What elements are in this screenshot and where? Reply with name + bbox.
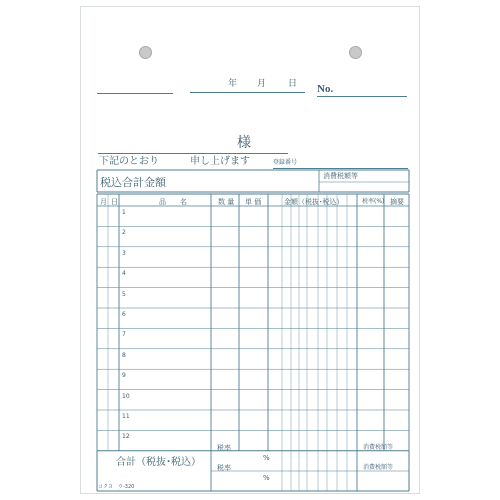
- footer-tax-label-1: 消費税額等: [363, 444, 394, 451]
- footer-total-label: 合計（税抜･税込）: [116, 457, 201, 468]
- footer-tax-rate-label-1: 税率: [217, 444, 231, 452]
- row-number: 11: [122, 413, 130, 420]
- column-amount-header: 金額（税抜･税込）: [284, 198, 344, 206]
- month-label: 月: [257, 79, 267, 89]
- column-tax-rate-header: 税率(%): [362, 198, 385, 205]
- day-label: 日: [288, 79, 298, 89]
- product-code: コクヨ ウ-320: [98, 484, 135, 490]
- year-label: 年: [228, 79, 238, 89]
- recipient-suffix: 様: [237, 135, 251, 151]
- row-number: 5: [122, 290, 126, 298]
- statement-request: 申し上げます: [190, 156, 250, 167]
- footer-tax-rate-label-2: 税率: [217, 464, 231, 472]
- row-number: 12: [122, 433, 130, 441]
- form-grid: [81, 7, 421, 495]
- row-number: 7: [122, 331, 126, 339]
- total-amount-label: 税込合計金額: [100, 176, 166, 189]
- row-number: 2: [122, 229, 126, 237]
- footer-percent-1: %: [263, 454, 270, 462]
- row-number: 8: [122, 351, 126, 359]
- column-day-header: 日: [111, 198, 118, 206]
- row-number: 9: [122, 372, 126, 380]
- column-quantity-header: 数 量: [218, 198, 235, 206]
- number-label: No.: [317, 83, 334, 95]
- column-unit-price-header: 単 価: [245, 198, 262, 206]
- column-item-header: 品 名: [159, 198, 187, 206]
- footer-tax-label-2: 消費税額等: [363, 464, 394, 471]
- receipt-form-sheet: [80, 6, 420, 494]
- column-month-header: 月: [100, 198, 107, 206]
- registration-number-label: 登録番号: [273, 159, 298, 166]
- column-remarks-header: 摘要: [390, 198, 404, 206]
- row-number: 10: [122, 392, 130, 400]
- total-tax-label: 消費税額等: [323, 172, 358, 180]
- row-number: 3: [122, 249, 126, 257]
- row-number: 6: [122, 311, 126, 318]
- row-number: 1: [122, 209, 126, 216]
- footer-percent-2: %: [263, 474, 270, 482]
- row-number: 4: [122, 270, 126, 278]
- statement-note: 下記のとおり: [99, 156, 159, 167]
